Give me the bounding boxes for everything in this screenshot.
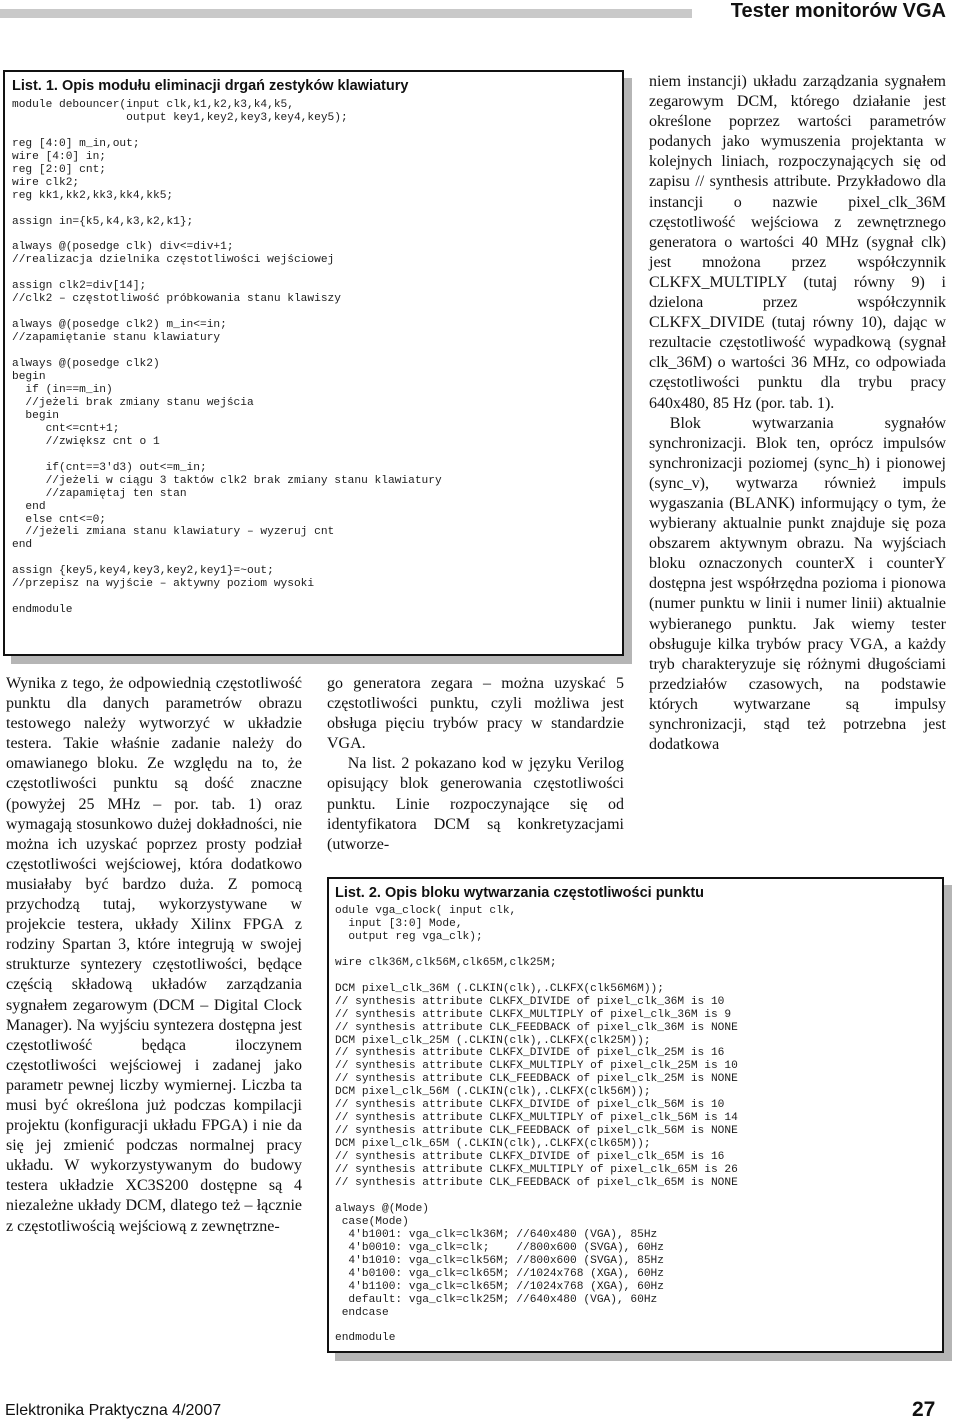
- column-2-text: [327, 674, 624, 855]
- column-2-paragraph-1: go generatora zegara – można uzyskać 5 częstotliwości punktu, czyli możliwa jest obsługa pięciu trybów pracy w standardzie VGA.: [327, 675, 624, 753]
- listing-1-title: List. 1. Opis modułu eliminacji drgań zestyków klawiatury: [12, 78, 409, 94]
- column-2-paragraph-2: Na list. 2 pokazano kod w języku Verilog opisujący blok generowania częstotliwości punktu. Linie rozpoczynające się od identyfikatora DCM są konkretyzacjami (utworze-: [327, 755, 624, 853]
- column-1-paragraph: Wynika z tego, że odpowiednią częstotliwość punktu dla danych parametrów obrazu testowego należy wytworzyć w układzie testera. Takie właśnie zadanie należy do omawianego bloku. Ze względu na to, że częstotliwości punktu są dość znaczne (powyżej 25 MHz – por. tab. 1) oraz wymagają stosunkowo dużej dokładności, nie można ich uzyskać poprzez prosty podział częstotliwości wejściowej, która dodatkowo musiałaby być bardzo duża. Z pomocą przychodzą tutaj, wykorzystywane w projekcie testera, układy Xilinx FPGA z rodziny Spartan 3, które integrują w swojej strukturze syntezery częstotliwości, będące częścią składową układów zarządzania sygnałem zegarowym (DCM – Digital Clock Manager). Na wyjściu syntezera dostępna jest częstotliwość będąca iloczynem częstotliwości wejściowej i zadanej jako parametr pewnej liczby wymiernej. Liczba ta musi być określona już podczas kompilacji projektu (konfiguracji układu FPGA) i nie da się jej zmienić podczas normalnej pracy układu. W wykorzystywanym do budowy testera układzie XC3S200 dostępne są 4 niezależne układy DCM, dlatego też – łącznie z częstotliwością wejściową z zewnętrzne-: [6, 675, 302, 1235]
- listing-1-box: [3, 70, 624, 656]
- column-1-text: [6, 674, 302, 1237]
- page-number: 27: [912, 1398, 936, 1421]
- column-3-text: [649, 72, 946, 755]
- listing-2-code: odule vga_clock( input clk, input [3:0] Mode, output reg vga_clk); wire clk36M,clk56M,clk65M,clk25M; DCM pixel_clk_36M (.CLKIN(clk),.CLKFX(clk56M6M)); // synthesis attribute CLKFX_DIVIDE of pixel_clk_36M is 10 // synthesis attribute CLKFX_MULTIPLY of pixel_clk_36M is 9 // synthesis attribute CLK_FEEDBACK of pixel_clk_36M is NONE DCM pixel_clk_25M (.CLKIN(clk),.CLKFX(clk25M)); // synthesis attribute CLKFX_DIVIDE of pixel_clk_25M is 16 // synthesis attribute CLKFX_MULTIPLY of pixel_clk_25M is 10 // synthesis attribute CLK_FEEDBACK of pixel_clk_25M is NONE DCM pixel_clk_56M (.CLKIN(clk),.CLKFX(clk56M)); // synthesis attribute CLKFX_DIVIDE of pixel_clk_56M is 10 // synthesis attribute CLKFX_MULTIPLY of pixel_clk_56M is 14 // synthesis attribute CLK_FEEDBACK of pixel_clk_56M is NONE DCM pixel_clk_65M (.CLKIN(clk),.CLKFX(clk65M)); // synthesis attribute CLKFX_DIVIDE of pixel_clk_65M is 16 // synthesis attribute CLKFX_MULTIPLY of pixel_clk_65M is 26 // synthesis attribute CLK_FEEDBACK of pixel_clk_65M is NONE always @(Mode) case(Mode) 4'b1001: vga_clk=clk36M; //640x480 (VGA), 85Hz 4'b0010: vga_clk=clk; //800x600 (SVGA), 60Hz 4'b1010: vga_clk=clk56M; //800x600 (SVGA), 85Hz 4'b0100: vga_clk=clk65M; //1024x768 (XGA), 60Hz 4'b1100: vga_clk=clk65M; //1024x768 (XGA), 60Hz default: vga_clk=clk25M; //640x480 (VGA), 60Hz endcase endmodule: [335, 905, 738, 1345]
- header-rule: [0, 9, 692, 18]
- listing-1-code: module debouncer(input clk,k1,k2,k3,k4,k5, output key1,key2,key3,key4,key5); reg [4:0] m_in,out; wire [4:0] in; reg [2:0] cnt; wire clk2; reg kk1,kk2,kk3,kk4,kk5; assign in={k5,k4,k3,k2,k1}; always @(posedge clk) div<=div+1; //realizacja dzielnika częstotliwości wejściowej assign clk2=div[14]; //clk2 – częstotliwość próbkowania stanu klawiszy always @(posedge clk2) m_in<=in; //zapamiętanie stanu klawiatury always @(posedge clk2) begin if (in==m_in) //jeżeli brak zmiany stanu wejścia begin cnt<=cnt+1; //zwiększ cnt o 1 if(cnt==3'd3) out<=m_in; //jeżeli w ciągu 3 taktów clk2 brak zmiany stanu klawiatury //zapamiętaj ten stan end else cnt<=0; //jeżeli zmiana stanu klawiatury – wyzeruj cnt end assign {key5,key4,key3,key2,key1}=~out; //przepisz na wyjście – aktywny poziom wysoki endmodule: [12, 99, 442, 617]
- running-header-title: Tester monitorów VGA: [730, 0, 946, 22]
- magazine-footer: Elektronika Praktyczna 4/2007: [5, 1402, 222, 1419]
- column-3-paragraph-2: Blok wytwarzania sygnałów synchronizacji. Blok ten, oprócz impulsów synchronizacji poziomej (sync_h) i pionowej (sync_v), wytwarza również impuls wygaszania (BLANK) informujący o tym, że wybierany aktualnie punkt znajduje się poza obszarem aktywnym obrazu. Na wyjściach bloku oznaczonych counterX i counterY dostępna jest współrzędna pozioma i pionowa (numer punktu w linii i numer linii) aktualnie wybieranego punktu. Jak wiemy tester obsługuje kilka trybów pracy VGA, a każdy tryb charakteryzuje się różnymi długościami przedziałów czasowych, na podstawie których wytwarzane są impulsy synchronizacji, stąd też potrzebna jest dodatkowa: [649, 414, 946, 754]
- listing-2-title: List. 2. Opis bloku wytwarzania częstotliwości punktu: [335, 885, 705, 901]
- column-3-paragraph-1: niem instancji) układu zarządzania sygnałem zegarowym DCM, którego działanie jest określone poprzez wartości parametrów podanych jako wymuszenia projektanta w kolejnych liniach, rozpoczynających się od zapisu // synthesis attribute. Przykładowo dla instancji o nazwie pixel_clk_36M częstotliwość wejściowa z zewnętrznego generatora o wartości 40 MHz (sygnał clk) jest mnożona przez współczynnik CLKFX_MULTIPLY (tutaj równy 9) i dzielona przez współczynnik CLKFX_DIVIDE (tutaj równy 10), dając w rezultacie częstotliwość wypadkową (sygnał clk_36M) o wartości 36 MHz, co odpowiada częstotliwości punktu dla trybu pracy 640x480, 85 Hz (por. tab. 1).: [649, 73, 946, 412]
- listing-2-box: [327, 877, 944, 1353]
